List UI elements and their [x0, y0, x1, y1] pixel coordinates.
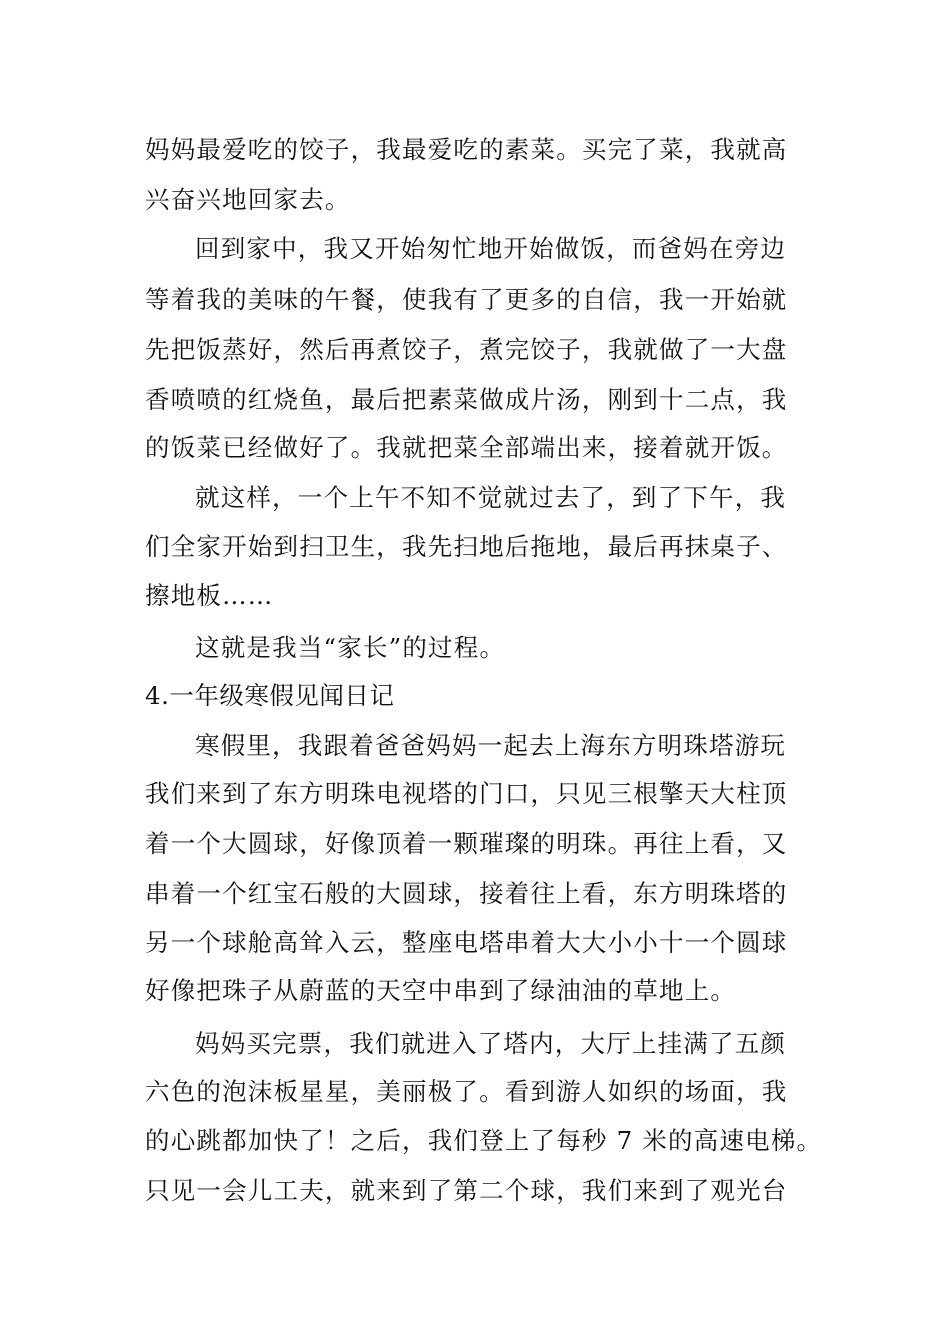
text-line: 香喷喷的红烧鱼，最后把素菜做成片汤，刚到十二点，我: [145, 385, 788, 414]
paragraph-start-line: 回到家中，我又开始匆忙地开始做饭，而爸妈在旁边: [195, 234, 787, 263]
text-line: 只见一会儿工夫，就来到了第二个球，我们来到了观光台: [145, 1176, 788, 1205]
text-line: 的饭菜已经做好了。我就把菜全部端出来，接着就开饭。: [145, 433, 788, 462]
text-line: 兴奋兴地回家去。: [145, 185, 351, 214]
text-line: 我们来到了东方明珠电视塔的门口，只见三根擎天大柱顶: [145, 779, 788, 808]
text-line: 们全家开始到扫卫生，我先扫地后拖地，最后再抹桌子、: [145, 532, 788, 561]
text-line: 等着我的美味的午餐，使我有了更多的自信，我一开始就: [145, 285, 788, 314]
text-line: 六色的泡沫板星星，美丽极了。看到游人如织的场面，我: [145, 1077, 788, 1106]
text-line: 擦地板……: [145, 581, 274, 610]
text-line: 串着一个红宝石般的大圆球，接着往上看，东方明珠塔的: [145, 879, 788, 908]
text-line: 另一个球舱高耸入云，整座电塔串着大大小小十一个圆球: [145, 928, 788, 957]
paragraph-start-line: 妈妈买完票，我们就进入了塔内，大厅上挂满了五颜: [195, 1029, 787, 1058]
text-line: 着一个大圆球，好像顶着一颗璀璨的明珠。再往上看，又: [145, 829, 788, 858]
text-line: 先把饭蒸好，然后再煮饺子，煮完饺子，我就做了一大盘: [145, 335, 788, 364]
text-line: 好像把珠子从蔚蓝的天空中串到了绿油油的草地上。: [145, 976, 737, 1005]
section-heading: 4.一年级寒假见闻日记: [145, 681, 395, 710]
text-line: 妈妈最爱吃的饺子，我最爱吃的素菜。买完了菜，我就高: [145, 135, 788, 164]
text-line: 的心跳都加快了！之后，我们登上了每秒 7 米的高速电梯。: [145, 1126, 823, 1155]
paragraph-start-line: 就这样，一个上午不知不觉就过去了，到了下午，我: [195, 483, 787, 512]
paragraph-start-line: 寒假里，我跟着爸爸妈妈一起去上海东方明珠塔游玩: [195, 731, 787, 760]
paragraph-start-line: 这就是我当“家长”的过程。: [195, 633, 506, 662]
